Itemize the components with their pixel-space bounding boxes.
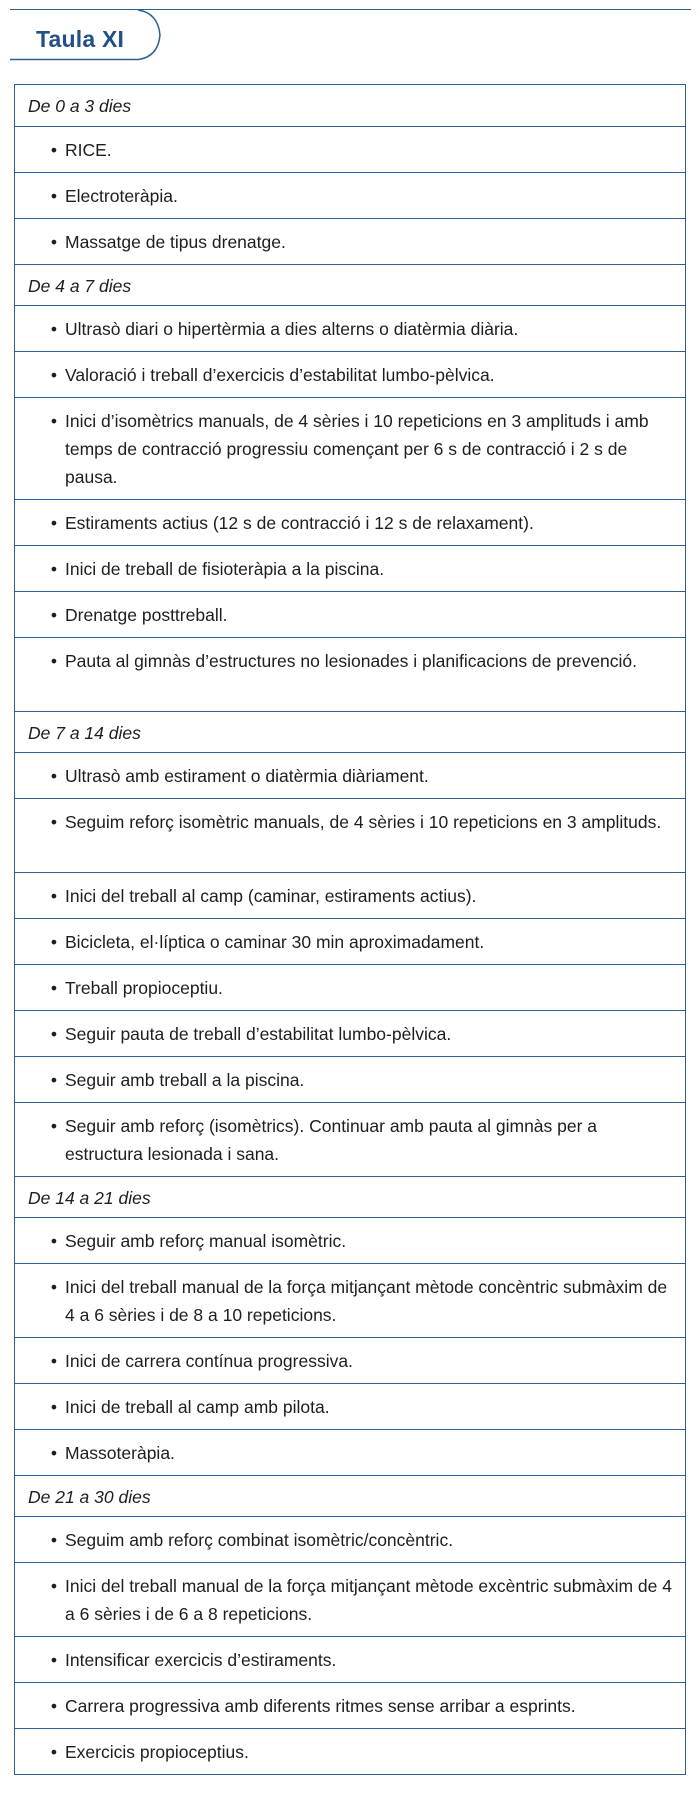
list-item-text: Inici de treball de fisioteràpia a la piscina. [65, 559, 385, 579]
list-item-text: Electroteràpia. [65, 186, 178, 206]
list-item-text: Seguim reforç isomètric manuals, de 4 sèries i 10 repeticions en 3 amplituds. [65, 812, 662, 832]
list-item [15, 964, 685, 1010]
list-item-text: Bicicleta, el·líptica o caminar 30 min aproximadament. [65, 932, 485, 952]
list-item [15, 1728, 685, 1774]
list-item-text: Ultrasò amb estirament o diatèrmia diàriament. [65, 766, 429, 786]
treatment-table [14, 84, 686, 1775]
bullet: • [50, 513, 57, 533]
bullet: • [50, 1530, 57, 1550]
bullet: • [50, 766, 57, 786]
list-item-text: Pauta al gimnàs d’estructures no lesionades i planificacions de prevenció. [65, 651, 637, 671]
bullet: • [50, 932, 57, 952]
list-item-text: Inici del treball manual de la força mitjançant mètode concèntric submàxim de 4 a 6 sèries i de 8 a 10 repeticions. [65, 1277, 668, 1325]
bullet: • [50, 1070, 57, 1090]
bullet: • [50, 411, 57, 431]
list-item-text: Massoteràpia. [65, 1443, 175, 1463]
table-title: Taula XI [36, 26, 125, 52]
list-item-text: Seguir amb reforç manual isomètric. [65, 1231, 347, 1251]
bullet: • [50, 1116, 57, 1136]
list-item [15, 798, 685, 872]
bullet: • [50, 186, 57, 206]
list-item [15, 1263, 685, 1337]
bullet: • [50, 140, 57, 160]
bullet: • [50, 1696, 57, 1716]
bullet: • [50, 1397, 57, 1417]
list-item-text: Seguir amb reforç (isomètrics). Continuar amb pauta al gimnàs per a estructura lesionada i sana. [65, 1116, 598, 1164]
list-item [15, 1636, 685, 1682]
bullet: • [50, 978, 57, 998]
bullet: • [50, 365, 57, 385]
list-item [15, 172, 685, 218]
bullet: • [50, 1277, 57, 1297]
list-item [15, 872, 685, 918]
list-item-text: Estiraments actius (12 s de contracció i 12 s de relaxament). [65, 513, 534, 533]
section-header: De 4 a 7 dies [15, 264, 685, 305]
bullet: • [50, 1576, 57, 1596]
list-item [15, 1337, 685, 1383]
list-item [15, 126, 685, 172]
section-header: De 7 a 14 dies [15, 711, 685, 752]
bullet: • [50, 886, 57, 906]
list-item [15, 1562, 685, 1636]
list-item-text: Carrera progressiva amb diferents ritmes sense arribar a esprints. [65, 1696, 576, 1716]
list-item [15, 545, 685, 591]
list-item [15, 1010, 685, 1056]
bullet: • [50, 559, 57, 579]
section-header: De 14 a 21 dies [15, 1176, 685, 1217]
list-item-text: Seguir amb treball a la piscina. [65, 1070, 305, 1090]
list-item-text: Inici de treball al camp amb pilota. [65, 1397, 330, 1417]
list-item [15, 499, 685, 545]
bullet: • [50, 1742, 57, 1762]
list-item [15, 637, 685, 711]
bullet: • [50, 605, 57, 625]
bullet: • [50, 1443, 57, 1463]
list-item-text: Treball propioceptiu. [65, 978, 223, 998]
bullet: • [50, 319, 57, 339]
bullet: • [50, 1024, 57, 1044]
list-item-text: Inici de carrera contínua progressiva. [65, 1351, 353, 1371]
bullet: • [50, 1231, 57, 1251]
list-item [15, 218, 685, 264]
list-item [15, 305, 685, 351]
list-item-text: RICE. [65, 140, 112, 160]
list-item-text: Inici del treball al camp (caminar, estiraments actius). [65, 886, 477, 906]
bullet: • [50, 232, 57, 252]
list-item-text: Inici d’isomètrics manuals, de 4 sèries i 10 repeticions en 3 amplituds i amb temps de contracció progressiu començant per 6 s de contracció i 2 s de pausa. [65, 411, 649, 487]
list-item [15, 1682, 685, 1728]
bullet: • [50, 651, 57, 671]
table-title-banner [10, 9, 691, 64]
list-item [15, 1429, 685, 1475]
list-item-text: Seguir pauta de treball d’estabilitat lumbo-pèlvica. [65, 1024, 452, 1044]
list-item-text: Inici del treball manual de la força mitjançant mètode excèntric submàxim de 4 a 6 sèries i de 6 a 8 repeticions. [65, 1576, 672, 1624]
list-item [15, 1383, 685, 1429]
list-item-text: Intensificar exercicis d’estiraments. [65, 1650, 337, 1670]
list-item [15, 397, 685, 499]
list-item-text: Drenatge posttreball. [65, 605, 228, 625]
list-item [15, 1516, 685, 1562]
list-item [15, 1217, 685, 1263]
list-item-text: Valoració i treball d’exercicis d’estabilitat lumbo-pèlvica. [65, 365, 495, 385]
bullet: • [50, 1351, 57, 1371]
list-item [15, 918, 685, 964]
list-item-text: Seguim amb reforç combinat isomètric/concèntric. [65, 1530, 454, 1550]
bullet: • [50, 1650, 57, 1670]
bullet: • [50, 812, 57, 832]
list-item [15, 591, 685, 637]
list-item [15, 1056, 685, 1102]
list-item [15, 1102, 685, 1176]
section-header: De 21 a 30 dies [15, 1475, 685, 1516]
list-item-text: Exercicis propioceptius. [65, 1742, 249, 1762]
list-item-text: Ultrasò diari o hipertèrmia a dies alterns o diatèrmia diària. [65, 319, 519, 339]
list-item [15, 752, 685, 798]
list-item [15, 351, 685, 397]
list-item-text: Massatge de tipus drenatge. [65, 232, 286, 252]
section-header: De 0 a 3 dies [28, 96, 132, 116]
